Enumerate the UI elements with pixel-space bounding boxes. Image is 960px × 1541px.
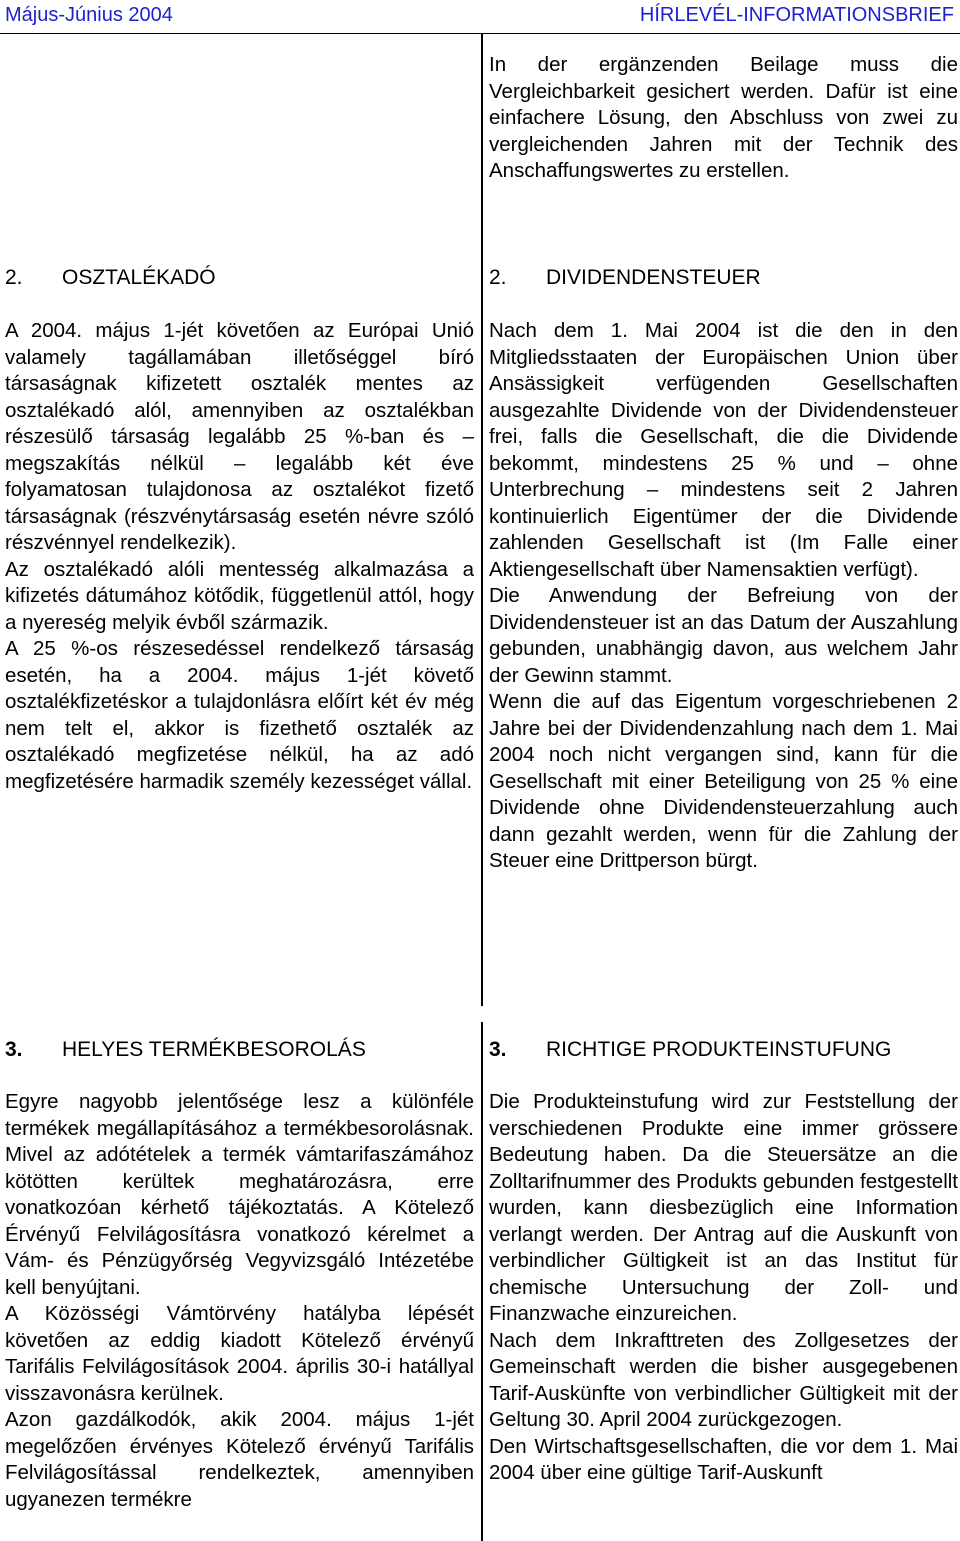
column-divider-bottom — [481, 1022, 483, 1541]
intro-paragraph-de — [489, 52, 958, 185]
section2-paragraph-de-2: Die Anwendung der Befreiung von der Dividendensteuer ist an das Datum der Auszahlung gebunden, unabhängig davon, aus welchem Jahr der Gewinn stammt. — [489, 584, 958, 687]
section2-title-hu: OSZTALÉKADÓ — [62, 266, 216, 289]
section2-paragraph-de-1: Nach dem 1. Mai 2004 ist die den in den Mitgliedsstaaten der Europäischen Union über Ansässigkeit verfügenden Gesellschaften ausgezahlte Dividende von der Dividendensteuer frei, falls die Gesellschaft, die die Dividende bekommt, mindestens 25 % und – ohne Unterbrechung – mindestens seit 2 Jahren kontinuierlich Eigentümer der die Dividende zahlenden Gesellschaft ist (Im Falle einer Aktiengesellschaft über Namensaktien verfügt). — [489, 319, 958, 581]
section3-heading-hu — [5, 1037, 474, 1063]
section3-paragraph-de-2: Nach dem Inkrafttreten des Zollgesetzes der Gemeinschaft werden die bisher ausgegebenen Tarif-Auskünfte von verbindlicher Gültigkeit mit der Geltung 30. April 2004 zurückgezogen. — [489, 1328, 958, 1431]
section2-paragraph-hu-3: A 25 %-os részesedéssel rendelkező társaság esetén, ha a 2004. május 1-jét követő osztalékfizetéskor a tulajdonlásra előírt két év még nem telt el, akkor is fizethető osztalék az osztalékadó megfizetése nélkül, ha az adó megfizetésére harmadik személy kezességet vállal. — [5, 637, 474, 793]
section3-number-de: 3. — [489, 1038, 507, 1061]
section3-paragraph-hu-2: A Közösségi Vámtörvény hatályba lépését követően az eddig kiadott Kötelező érvényű Tarifális Felvilágosítások 2004. április 30-i hatállyal visszavonásra kerülnek. — [5, 1302, 474, 1405]
section3-paragraph-de-1: Die Produkteinstufung wird zur Feststellung der verschiedenen Produkte eine immer grössere Bedeutung haben. Da die Steuersätze an die Zolltarifnummer des Produkts gebunden festgestellt wurden, kann diesbezüglich eine Information verlangt werden. Der Antrag auf die Auskunft von verbindlicher Gültigkeit ist an das Institut für chemische Untersuchung der Zoll- und Finanzwache einzureichen. — [489, 1090, 958, 1325]
section3-paragraph-hu-3: Azon gazdálkodók, akik 2004. május 1-jét megelőzően érvényes Kötelező érvényű Tarifális Felvilágosítással rendelkeztek, amennyiben ugyanezen termékre — [5, 1408, 474, 1511]
header-rule — [0, 33, 960, 34]
intro-text: In der ergänzenden Beilage muss die Vergleichbarkeit gesichert werden. Dafür ist eine einfachere Lösung, den Abschluss von zwei zu vergleichenden Jahren mit der Technik des Anschaffungswertes zu erstellen. — [489, 53, 958, 182]
section2-number-de: 2. — [489, 266, 507, 289]
section2-body-hu — [5, 318, 474, 795]
section3-paragraph-hu-1: Egyre nagyobb jelentősége lesz a különféle termékek megállapításához a termékbesorolásnak. Mivel az adótételek a termék vámtarifaszámához kötötten kerültek meghatározásra, erre vonatkozóan kérhető tájékoztatás. A Kötelező Érvényű Felvilágosításra vonatkozó kérelmet a Vám- és Pénzügyőrség Vegyvizsgáló Intézetébe kell benyújtani. — [5, 1090, 474, 1299]
page-header — [0, 0, 960, 34]
section3-number-hu: 3. — [5, 1038, 23, 1061]
section2-body-de — [489, 318, 958, 875]
section2-title-de: DIVIDENDENSTEUER — [546, 266, 761, 289]
section2-heading-de — [489, 265, 958, 291]
section3-heading-de — [489, 1037, 958, 1063]
section3-paragraph-de-3: Den Wirtschaftsgesellschaften, die vor dem 1. Mai 2004 über eine gültige Tarif-Auskunft — [489, 1434, 958, 1484]
section3-body-de — [489, 1089, 958, 1487]
section3-body-hu — [5, 1089, 474, 1513]
section2-heading-hu — [5, 265, 474, 291]
header-title: HÍRLEVÉL-INFORMATIONSBRIEF — [639, 4, 954, 26]
section2-number-hu: 2. — [5, 266, 23, 289]
section2-paragraph-hu-1: A 2004. május 1-jét követően az Európai Unió valamely tagállamában illetőséggel bíró társaságnak kifizetett osztalék mentes az osztalékadó alól, amennyiben az osztalékban részesülő társaság legalább 25 %-ban és – megszakítás nélkül – legalább két éve folyamatosan tulajdonosa az osztalékot fizető társaságnak (részvénytársaság esetén névre szóló részvénnyel rendelkezik). — [5, 319, 474, 554]
section3-title-hu: HELYES TERMÉKBESOROLÁS — [62, 1038, 366, 1061]
section2-paragraph-hu-2: Az osztalékadó alóli mentesség alkalmazása a kifizetés dátumához kötődik, függetlenül attól, hogy a nyereség melyik évből származik. — [5, 557, 474, 634]
section3-title-de: RICHTIGE PRODUKTEINSTUFUNG — [546, 1038, 892, 1061]
column-divider-top — [481, 34, 483, 1006]
header-date: Május-Június 2004 — [5, 4, 173, 26]
section2-paragraph-de-3: Wenn die auf das Eigentum vorgeschriebenen 2 Jahre bei der Dividendenzahlung nach dem 1. Mai 2004 noch nicht vergangen sind, kann für die Gesellschaft mit einer Beteiligung von 25 % eine Dividende ohne Dividendensteuerzahlung auch dann gezahlt werden, wenn für die Zahlung der Steuer eine Drittperson bürgt. — [489, 690, 958, 872]
